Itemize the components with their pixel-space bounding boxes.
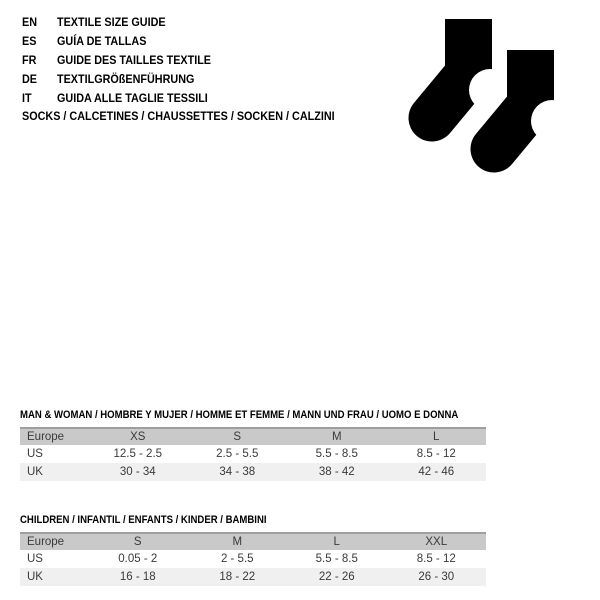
size-value: 18 - 22 bbox=[219, 571, 256, 583]
table-header-row bbox=[20, 428, 486, 445]
size-value: 42 - 46 bbox=[418, 466, 455, 478]
table-row-uk bbox=[20, 568, 486, 586]
column-header-size: XXL bbox=[387, 533, 487, 550]
language-code: DE bbox=[22, 71, 38, 86]
category-title: SOCKS / CALCETINES / CHAUSSETTES / SOCKEN / CALZINI bbox=[22, 109, 335, 123]
region-label: US bbox=[27, 553, 43, 565]
language-row-en bbox=[22, 12, 228, 31]
language-label: TEXTILGRÖßENFÜHRUNG bbox=[57, 71, 195, 86]
language-code: IT bbox=[22, 90, 32, 105]
size-value: 26 - 30 bbox=[418, 571, 455, 583]
size-value: 5.5 - 8.5 bbox=[315, 553, 358, 565]
language-code: EN bbox=[22, 14, 38, 29]
size-section-man-woman bbox=[20, 409, 486, 481]
size-value: 38 - 42 bbox=[318, 466, 355, 478]
size-table-man-woman bbox=[20, 427, 486, 481]
column-header-size: XS bbox=[88, 428, 188, 445]
region-label: UK bbox=[27, 466, 43, 478]
language-row-fr bbox=[22, 50, 228, 69]
table-title: MAN & WOMAN / HOMBRE Y MUJER / HOMME ET FEMME / MANN UND FRAU / UOMO E DONNA bbox=[20, 409, 459, 421]
language-list bbox=[22, 12, 228, 107]
table-title: CHILDREN / INFANTIL / ENFANTS / KINDER / BAMBINI bbox=[20, 514, 267, 526]
size-table-children bbox=[20, 532, 486, 586]
size-value: 34 - 38 bbox=[219, 466, 256, 478]
size-value: 2.5 - 5.5 bbox=[216, 448, 259, 460]
language-row-it bbox=[22, 88, 228, 107]
column-header-size: S bbox=[88, 533, 188, 550]
size-section-children bbox=[20, 514, 486, 586]
language-label: GUIDA ALLE TAGLIE TESSILI bbox=[57, 90, 208, 105]
column-header-size: M bbox=[188, 533, 288, 550]
size-value: 8.5 - 12 bbox=[416, 448, 456, 460]
size-value: 2 - 5.5 bbox=[220, 553, 254, 565]
size-value: 8.5 - 12 bbox=[416, 553, 456, 565]
region-label: US bbox=[27, 448, 43, 460]
size-value: 5.5 - 8.5 bbox=[315, 448, 358, 460]
language-row-de bbox=[22, 69, 228, 88]
column-header-size: M bbox=[287, 428, 387, 445]
column-header-size: L bbox=[387, 428, 487, 445]
sock-left-shape bbox=[432, 19, 511, 118]
size-value: 12.5 - 2.5 bbox=[113, 448, 163, 460]
table-row-us bbox=[20, 550, 486, 568]
column-header-region: Europe bbox=[20, 428, 88, 445]
table-header-row bbox=[20, 533, 486, 550]
language-code: FR bbox=[22, 52, 37, 67]
column-header-size: S bbox=[188, 428, 288, 445]
size-value: 30 - 34 bbox=[119, 466, 156, 478]
language-label: GUIDE DES TAILLES TEXTILE bbox=[57, 52, 212, 67]
size-value: 16 - 18 bbox=[119, 571, 156, 583]
column-header-region: Europe bbox=[20, 533, 88, 550]
language-label: TEXTILE SIZE GUIDE bbox=[57, 14, 166, 29]
language-row-es bbox=[22, 31, 228, 50]
column-header-size: L bbox=[287, 533, 387, 550]
table-row-us bbox=[20, 445, 486, 463]
socks-icon bbox=[405, 12, 560, 180]
language-label: GUÍA DE TALLAS bbox=[57, 33, 147, 48]
region-label: UK bbox=[27, 571, 43, 583]
table-row-uk bbox=[20, 463, 486, 481]
size-value: 22 - 26 bbox=[318, 571, 355, 583]
language-code: ES bbox=[22, 33, 37, 48]
size-value: 0.05 - 2 bbox=[118, 553, 158, 565]
